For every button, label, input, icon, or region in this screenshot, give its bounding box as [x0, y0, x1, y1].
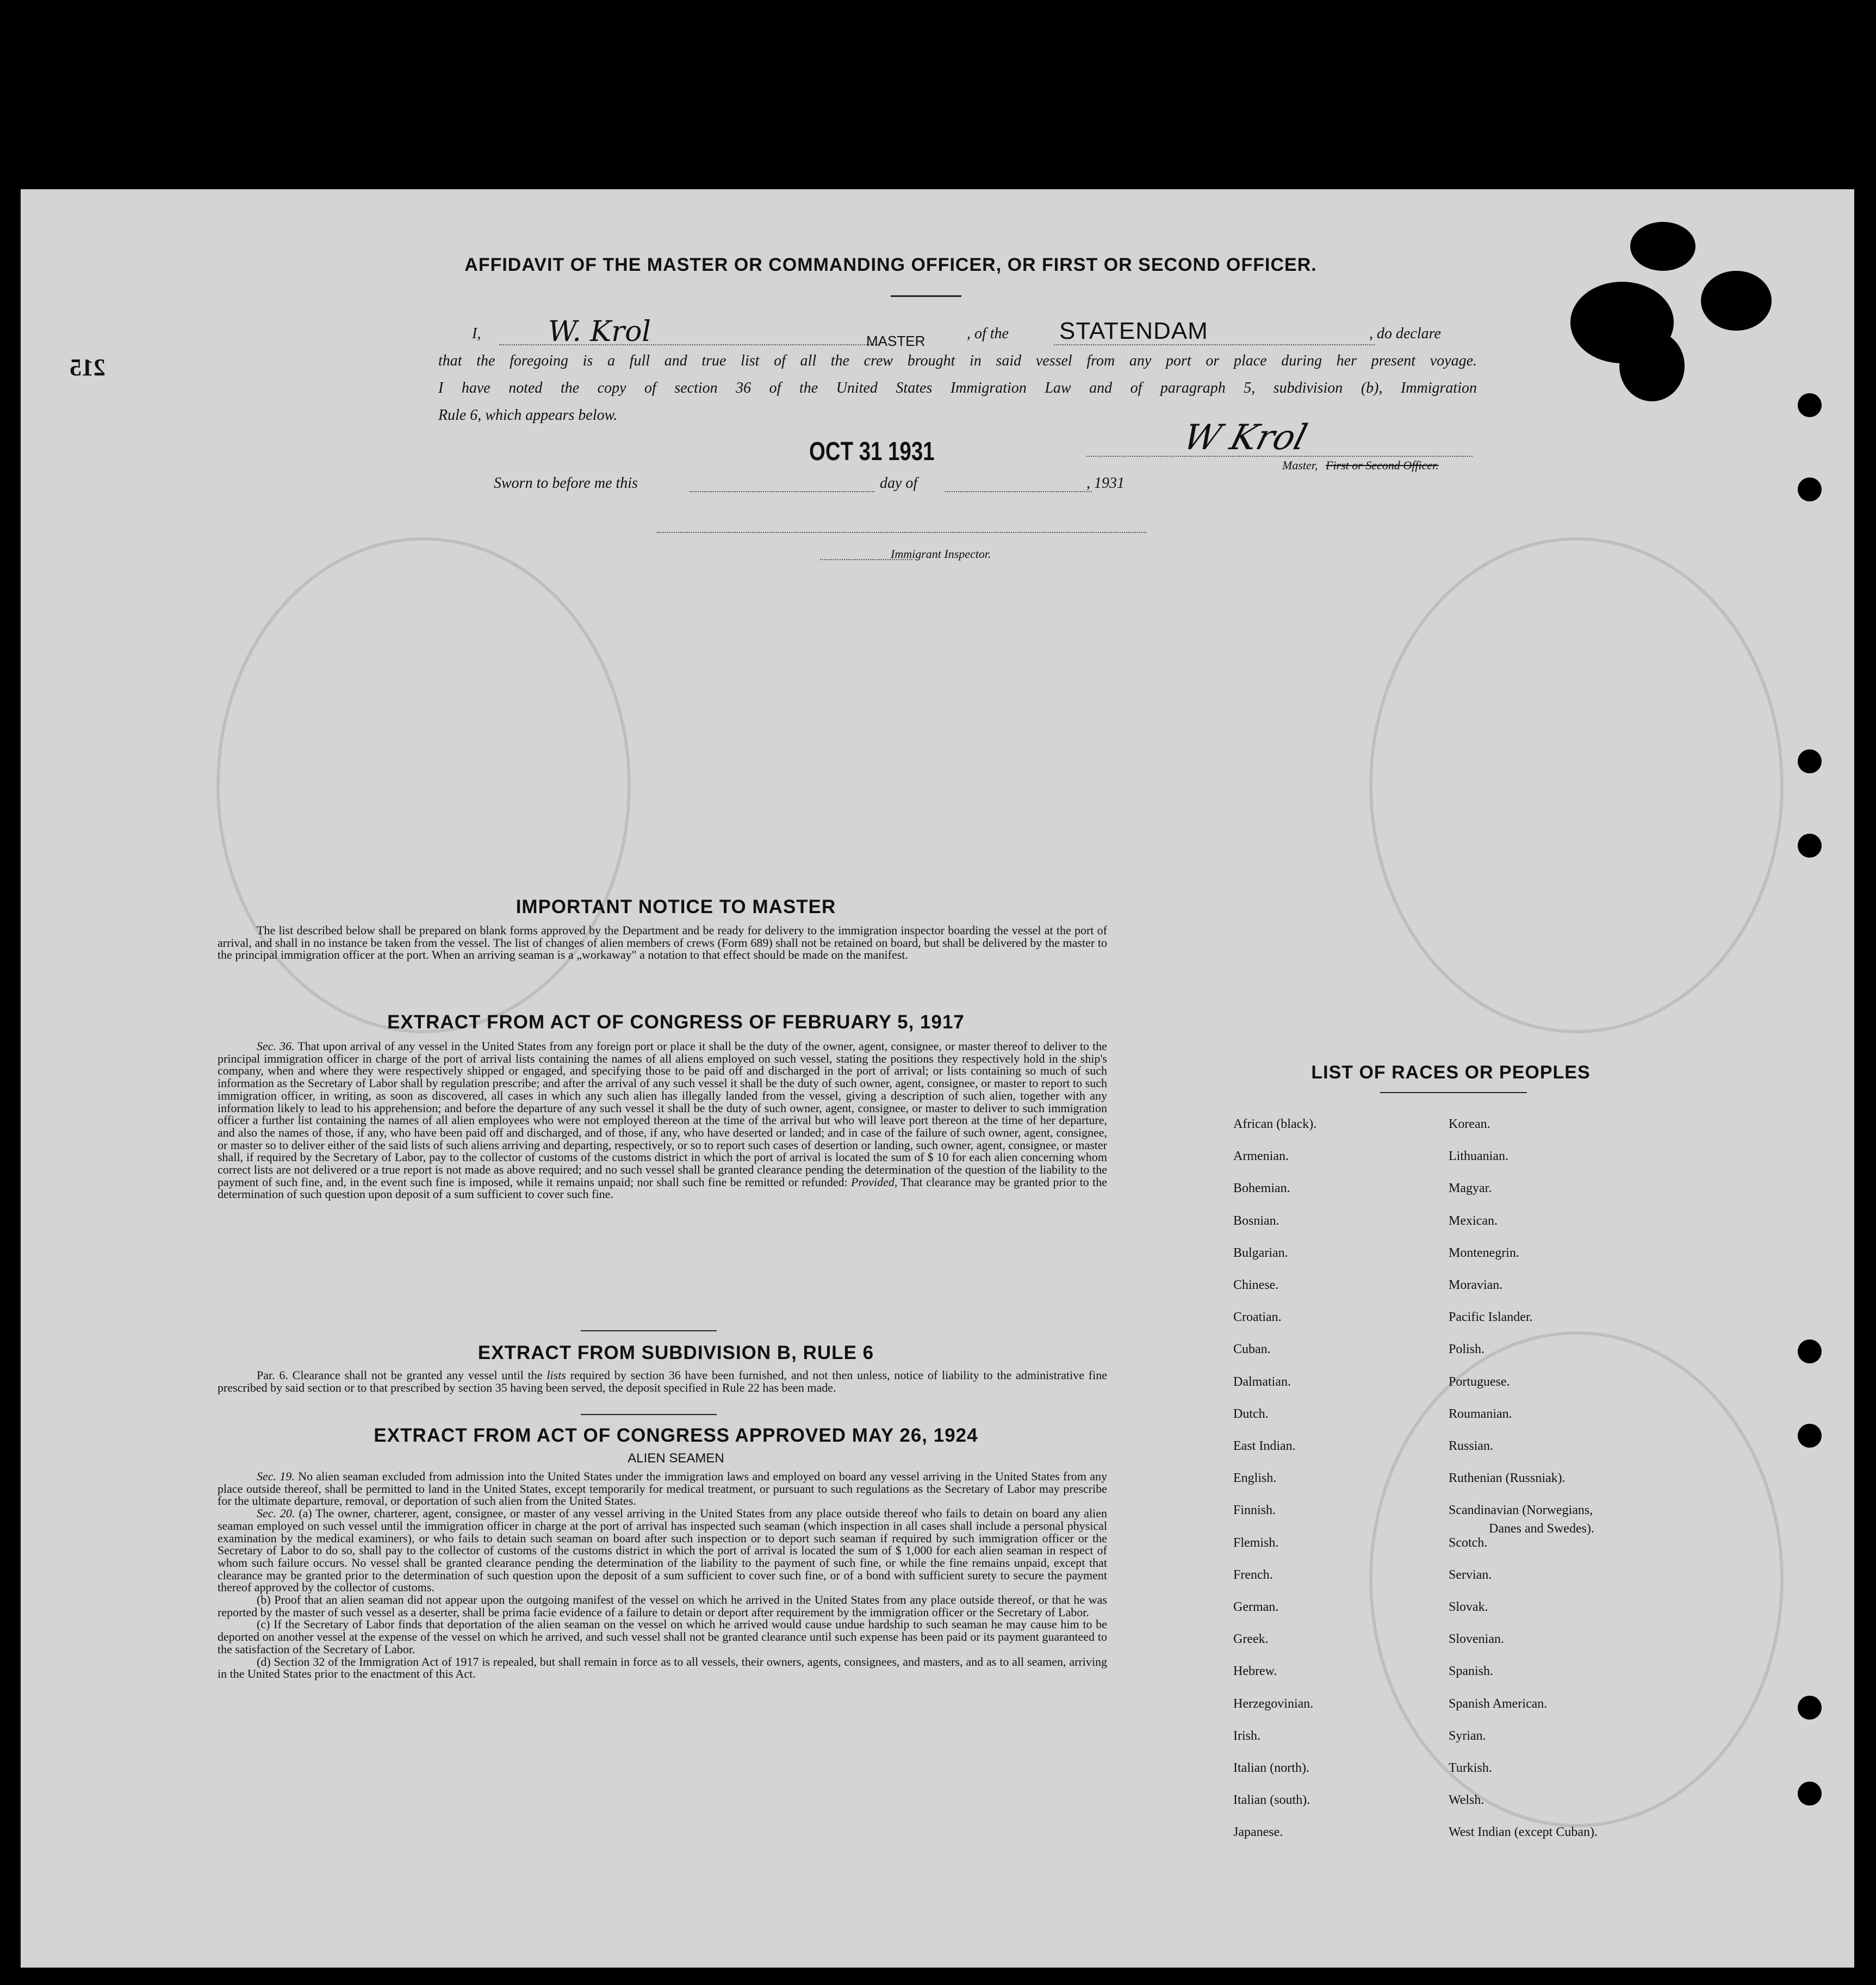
divider — [581, 1330, 717, 1331]
extract-1917-title: EXTRACT FROM ACT OF CONGRESS OF FEBRUARY 5, 1917 — [387, 1012, 965, 1033]
alien-seamen-subtitle: ALIEN SEAMEN — [628, 1451, 724, 1466]
sec-20d-text: (d) Section 32 of the Immigration Act of 1917 is repealed, but shall remain in force as to all vessels, their owners, agents, consignees, and masters, and as to all seamen, arriving in the United States prior to the enactment of this Act. — [218, 1654, 1107, 1681]
race-item: Finnish. — [1233, 1503, 1276, 1518]
ghost-stamp-right — [1369, 537, 1784, 1033]
race-item: Bohemian. — [1233, 1181, 1290, 1196]
race-item: Magyar. — [1449, 1181, 1492, 1196]
race-item: Bulgarian. — [1233, 1245, 1288, 1260]
date-stamp: OCT 31 1931 — [809, 437, 935, 466]
race-item: Danes and Swedes). — [1489, 1522, 1594, 1536]
notice-title: IMPORTANT NOTICE TO MASTER — [515, 896, 836, 917]
divider — [581, 1414, 717, 1415]
punch-hole — [1798, 477, 1822, 501]
race-item: Korean. — [1449, 1117, 1490, 1131]
rule6-text-b: required by section 36 have been furnished, and not then unless, notice of liability to the administrative fine prescribed by said section or to that prescribed by section 35 having been served, the deposit specified in Rule 22 has been made. — [218, 1368, 1108, 1394]
race-item: Spanish American. — [1449, 1696, 1548, 1711]
ink-blot — [1701, 271, 1772, 331]
extract-1917-body — [218, 1040, 1107, 1201]
sec-20a-text: (a) The owner, charterer, agent, consignee, or master of any vessel arriving in the United States from any place outside thereof who fails to detain on board any alien seaman employed on such vessel until the immigration officer in charge at the port of arrival has inspected such seaman (which inspection in all cases shall include a personal physical examination by the medical examiners), or who fails to detain such seaman on board after such inspection or to deport such seaman if required by such immigration officer or the Secretary of Labor to do so, shall pay to the collector of customs of the customs district in which the port of arrival is located the sum of $ 1,000 for each alien seaman in respect of whom such failure occurs. No vessel shall be granted clearance pending the determination of the liability to the payment of such fine, or while the fine remains unpaid, except that clearance may be granted prior to the determination of such question upon the deposit of a sum sufficient to cover such fine, or of a bond with sufficient surety to secure the payment thereof approved by the collector of customs. — [218, 1506, 1108, 1595]
master-stamp: MASTER — [866, 333, 925, 349]
race-item: Slovak. — [1449, 1600, 1488, 1614]
race-item: Servian. — [1449, 1567, 1492, 1582]
of-the-label: , of the — [967, 325, 1009, 342]
race-item: Polish. — [1449, 1342, 1485, 1357]
struck-officer-caption: First or Second Officer. — [1326, 458, 1439, 472]
punch-hole — [1798, 1782, 1822, 1806]
sec-20c-text: (c) If the Secretary of Labor finds that deportation of the alien seaman on the vessel on which he arrived would cause undue hardship to such seaman he may cause him to be deported on another vessel at the expense of the vessel on which he arrived, and such vessel shall not be granted clearance until such expense has been paid or its payment guaranteed to the satisfaction of the Secretary of Labor. — [218, 1617, 1107, 1656]
rule6-lists: lists — [546, 1368, 566, 1382]
sworn-day-line — [689, 491, 874, 492]
sec-19-text: No alien seaman excluded from admission into the United States under the immigration laws and employed on board any vessel arriving in the United States from any place outside thereof, shall be permitted to land in the United States, except temporarily for medical treatment, or pursuant to such regulations as the Secretary of Labor may prescribe for the ultimate departure, removal, or deportation of such alien from the United States. — [218, 1469, 1107, 1508]
punch-hole — [1798, 1339, 1822, 1363]
race-item: Pacific Islander. — [1449, 1310, 1533, 1325]
race-item: Ruthenian (Russniak). — [1449, 1471, 1566, 1486]
race-item: Flemish. — [1233, 1535, 1279, 1550]
sec-36-text: That upon arrival of any vessel in the United States from any foreign port or place it shall be the duty of the owner, agent, consignee, or master thereof to deliver to the principal immigration officer in charge of the port of arrival lists containing the names of all aliens employed on such vessel, stating the positions they respectively hold in the ship's company, when and where they were respectively shipped or engaged, and specifying those to be paid off and discharged in the port of arrival; or lists containing so much of such information as the Secretary of Labor shall by regulation prescribe; and after the arrival of any such vessel it shall be the duty of such owner, agent, consignee, or master to report to such immigration officer, in writing, as soon as discovered, all cases in which any such alien has illegally landed from the vessel, giving a description of such alien, together with any information likely to lead to his apprehension; and before the departure of any such vessel it shall be the duty of such owner, agent, consignee, or master to deliver to such immigration officer a further list containing the names of all alien employees who were not employed thereon at the time of the arrival but who will leave port thereon at the time of her departure, and also the names of those, if any, who have been paid off and discharged, and of those, if any, who have deserted or landed; and in case of the failure of such owner, agent, consignee, or master so to deliver either of the said lists of such aliens arriving and departing, respectively, or so to report such cases of desertion or landing, such owner, agent, consignee, or master shall, if required by the Secretary of Labor, pay to the collector of customs of the customs district in which the port of arrival is located the sum of $ 10 for each alien concerning whom correct lists are not delivered or a true report is not made as above required; and no such vessel shall be granted clearance pending the determination of the question of the liability to the payment of such fine, and, in the event such fine is imposed, while it remains unpaid; nor shall such fine be remitted or refunded: — [218, 1039, 1107, 1189]
race-item: Italian (north). — [1233, 1761, 1309, 1775]
race-item: Portuguese. — [1449, 1374, 1510, 1389]
rule6-body — [218, 1369, 1107, 1394]
race-item: African (black). — [1233, 1117, 1317, 1131]
race-item: Hebrew. — [1233, 1664, 1277, 1679]
race-item: Irish. — [1233, 1728, 1260, 1743]
race-item: Turkish. — [1449, 1761, 1492, 1775]
ink-blot — [1630, 222, 1695, 271]
race-item: Japanese. — [1233, 1825, 1283, 1840]
race-item: Slovenian. — [1449, 1632, 1504, 1647]
day-of-label: day of — [880, 475, 918, 492]
ghost-stamp-lower — [1369, 1331, 1784, 1827]
sworn-month-line — [945, 491, 1092, 492]
notice-paragraph: The list described below shall be prepared on blank forms approved by the Department and be ready for delivery to the immigration inspector boarding the vessel at the port of arrival, and shall in no instance be taken from the vessel. The list of changes of alien members of crews (Form 689) shall not be retained on board, but shall be delivered by the master to the principal immigration officer at the port. When an arriving seaman is a „workaway" a notation to that effect should be made on the manifest. — [218, 923, 1107, 962]
rule6-title: EXTRACT FROM SUBDIVISION B, RULE 6 — [477, 1342, 874, 1363]
race-item: Scotch. — [1449, 1535, 1488, 1550]
race-item: Moravian. — [1449, 1278, 1503, 1292]
race-item: Montenegrin. — [1449, 1245, 1519, 1260]
margin-number: 215 — [70, 354, 105, 381]
race-item: Herzegovinian. — [1233, 1696, 1314, 1711]
affidavit-line3: I have noted the copy of section 36 of the United States Immigration Law and of paragraph 5, subdivision (b), Immigration — [438, 380, 1477, 396]
race-item: West Indian (except Cuban). — [1449, 1825, 1598, 1840]
race-item: Syrian. — [1449, 1728, 1486, 1743]
race-item: East Indian. — [1233, 1439, 1296, 1453]
race-item: Lithuanian. — [1449, 1149, 1508, 1164]
punch-hole — [1798, 749, 1822, 773]
race-item: Welsh. — [1449, 1793, 1484, 1808]
race-item: Spanish. — [1449, 1664, 1494, 1679]
race-item: French. — [1233, 1567, 1273, 1582]
document-sheet — [21, 189, 1854, 1968]
do-declare: , do declare — [1369, 325, 1441, 342]
punch-hole — [1798, 834, 1822, 858]
ship-line — [1054, 344, 1375, 345]
provided-label: Provided, — [851, 1175, 898, 1189]
year-label: , 1931 — [1086, 475, 1125, 492]
race-item: Scandinavian (Norwegians, — [1449, 1503, 1593, 1518]
race-item: Armenian. — [1233, 1149, 1289, 1164]
punch-hole — [1798, 393, 1822, 417]
race-item: Greek. — [1233, 1632, 1269, 1647]
races-title: LIST OF RACES OR PEOPLES — [1311, 1062, 1591, 1083]
rule6-text-a: Par. 6. Clearance shall not be granted any vessel until the — [257, 1368, 543, 1382]
notice-body — [218, 925, 1107, 962]
extract-1924-title: EXTRACT FROM ACT OF CONGRESS APPROVED MAY 26, 1924 — [374, 1425, 978, 1446]
race-item: German. — [1233, 1600, 1279, 1614]
race-item: Dalmatian. — [1233, 1374, 1291, 1389]
sworn-label: Sworn to before me this — [494, 475, 638, 492]
affidavit-line4: Rule 6, which appears below. — [438, 407, 618, 424]
race-item: Chinese. — [1233, 1278, 1279, 1292]
inspector-line-1 — [657, 532, 1146, 533]
name-line — [499, 344, 880, 345]
affidavit-i: I, — [472, 325, 481, 342]
sec-36-tail: That clearance may be granted prior to the determination of such question upon deposit of a sum sufficient to cover such fine. — [218, 1175, 1108, 1201]
race-item: Cuban. — [1233, 1342, 1271, 1357]
race-item: Roumanian. — [1449, 1406, 1512, 1421]
race-item: English. — [1233, 1471, 1277, 1486]
master-signature: W Krol — [1179, 418, 1312, 458]
race-item: Mexican. — [1449, 1213, 1498, 1228]
ink-blot — [1619, 331, 1685, 401]
inspector-caption: Immigrant Inspector. — [891, 547, 991, 561]
master-caption: Master, — [1282, 458, 1318, 472]
sec-20-label: Sec. 20. — [257, 1506, 295, 1521]
race-item: Bosnian. — [1233, 1213, 1279, 1228]
divider — [1380, 1092, 1527, 1093]
sec-36-label: Sec. 36. — [257, 1039, 295, 1053]
sec-19-label: Sec. 19. — [257, 1469, 295, 1483]
punch-hole — [1798, 1424, 1822, 1448]
affidavit-line2: that the foregoing is a full and true list of all the crew brought in said vessel from any port or place during her present voyage. — [438, 352, 1477, 369]
affidavit-title: AFFIDAVIT OF THE MASTER OR COMMANDING OFFICER, OR FIRST OR SECOND OFFICER. — [464, 255, 1317, 275]
master-name-handwritten: W. Krol — [548, 315, 651, 348]
race-item: Russian. — [1449, 1439, 1494, 1453]
race-item: Croatian. — [1233, 1310, 1282, 1325]
punch-hole — [1798, 1696, 1822, 1720]
race-item: Italian (south). — [1233, 1793, 1310, 1808]
sec-20b-text: (b) Proof that an alien seaman did not appear upon the outgoing manifest of the vessel on which he arrived in the United States from any place outside thereof, or that he was reported by the master of such vessel as a deserter, shall be prima facie evidence of a failure to detain or deport after requirement by the immigration officer or the Secretary of Labor. — [218, 1593, 1107, 1619]
divider — [891, 295, 961, 297]
extract-1924-body — [218, 1471, 1107, 1680]
ship-name: STATENDAM — [1059, 318, 1208, 344]
race-item: Dutch. — [1233, 1406, 1269, 1421]
